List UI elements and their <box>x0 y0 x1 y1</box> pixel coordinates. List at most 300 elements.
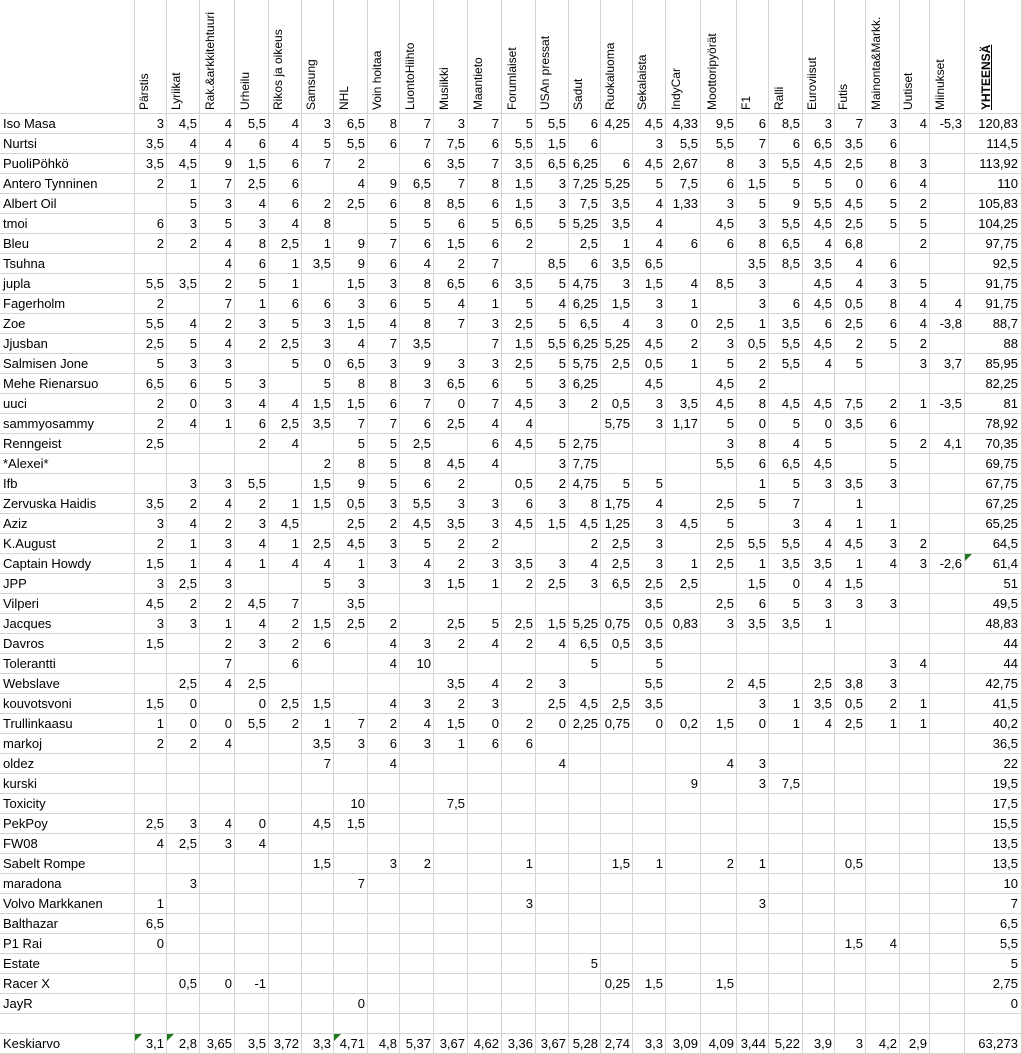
data-cell[interactable] <box>368 154 400 174</box>
data-cell[interactable]: 6 <box>269 654 302 674</box>
data-cell[interactable] <box>200 694 235 714</box>
data-cell[interactable]: 5 <box>502 114 536 134</box>
data-cell[interactable] <box>633 934 666 954</box>
data-cell[interactable]: 1 <box>269 494 302 514</box>
data-cell[interactable] <box>235 894 269 914</box>
data-cell[interactable]: 3,5 <box>302 254 334 274</box>
data-cell[interactable]: 4 <box>900 654 930 674</box>
row-name-cell[interactable]: Fagerholm <box>0 294 135 314</box>
data-cell[interactable]: 6 <box>569 254 601 274</box>
data-cell[interactable]: 4 <box>866 554 900 574</box>
data-cell[interactable]: 3,5 <box>135 134 167 154</box>
data-cell[interactable]: 1 <box>633 854 666 874</box>
data-cell[interactable]: 4,5 <box>400 514 434 534</box>
data-cell[interactable] <box>930 914 965 934</box>
data-cell[interactable]: 3 <box>633 294 666 314</box>
data-cell[interactable]: 5,5 <box>502 134 536 154</box>
data-cell[interactable] <box>200 854 235 874</box>
data-cell[interactable] <box>930 514 965 534</box>
data-cell[interactable] <box>900 734 930 754</box>
data-cell[interactable]: 5,75 <box>601 414 633 434</box>
data-cell[interactable]: 0 <box>633 714 666 734</box>
data-cell[interactable]: 3,5 <box>434 154 468 174</box>
total-cell[interactable]: 91,75 <box>965 294 1022 314</box>
data-cell[interactable]: 0 <box>167 394 200 414</box>
data-cell[interactable] <box>769 914 803 934</box>
data-cell[interactable]: 2 <box>502 574 536 594</box>
total-cell[interactable]: 10 <box>965 874 1022 894</box>
data-cell[interactable]: 8 <box>737 234 769 254</box>
data-cell[interactable] <box>866 834 900 854</box>
data-cell[interactable]: 1 <box>334 554 368 574</box>
empty-cell[interactable] <box>569 1014 601 1034</box>
data-cell[interactable] <box>400 974 434 994</box>
data-cell[interactable]: 4 <box>167 514 200 534</box>
data-cell[interactable]: 2,5 <box>666 574 701 594</box>
data-cell[interactable] <box>502 594 536 614</box>
data-cell[interactable]: 2 <box>167 234 200 254</box>
data-cell[interactable]: 3 <box>368 854 400 874</box>
data-cell[interactable]: 4 <box>235 394 269 414</box>
data-cell[interactable] <box>803 634 835 654</box>
total-cell[interactable]: 113,92 <box>965 154 1022 174</box>
data-cell[interactable] <box>666 934 701 954</box>
average-cell[interactable]: 5,28 <box>569 1034 601 1054</box>
data-cell[interactable]: 2,5 <box>835 714 866 734</box>
data-cell[interactable] <box>536 834 569 854</box>
data-cell[interactable]: 5,25 <box>601 174 633 194</box>
column-header[interactable] <box>269 0 302 114</box>
data-cell[interactable]: 1,5 <box>334 314 368 334</box>
data-cell[interactable]: 9 <box>200 154 235 174</box>
data-cell[interactable]: 3,5 <box>302 414 334 434</box>
empty-cell[interactable] <box>633 1014 666 1034</box>
data-cell[interactable] <box>930 274 965 294</box>
data-cell[interactable] <box>468 834 502 854</box>
data-cell[interactable] <box>167 634 200 654</box>
data-cell[interactable]: 1 <box>200 414 235 434</box>
data-cell[interactable]: 1 <box>302 234 334 254</box>
data-cell[interactable]: 2 <box>135 534 167 554</box>
data-cell[interactable]: 6 <box>269 174 302 194</box>
row-name-cell[interactable]: Bleu <box>0 234 135 254</box>
data-cell[interactable] <box>269 474 302 494</box>
data-cell[interactable]: 3 <box>135 574 167 594</box>
data-cell[interactable] <box>769 674 803 694</box>
data-cell[interactable] <box>666 734 701 754</box>
data-cell[interactable]: 0 <box>737 414 769 434</box>
data-cell[interactable]: 3 <box>536 174 569 194</box>
data-cell[interactable]: 1,5 <box>502 174 536 194</box>
data-cell[interactable] <box>400 814 434 834</box>
data-cell[interactable] <box>866 574 900 594</box>
data-cell[interactable]: 4 <box>666 274 701 294</box>
data-cell[interactable] <box>900 474 930 494</box>
data-cell[interactable]: 3 <box>803 594 835 614</box>
data-cell[interactable]: 4,5 <box>135 594 167 614</box>
data-cell[interactable]: 0 <box>200 714 235 734</box>
data-cell[interactable]: 3,5 <box>502 554 536 574</box>
data-cell[interactable] <box>737 934 769 954</box>
data-cell[interactable]: 4 <box>167 314 200 334</box>
data-cell[interactable]: 4,25 <box>601 114 633 134</box>
data-cell[interactable] <box>601 374 633 394</box>
data-cell[interactable] <box>769 954 803 974</box>
data-cell[interactable] <box>468 774 502 794</box>
data-cell[interactable] <box>569 914 601 934</box>
data-cell[interactable]: 2,5 <box>269 694 302 714</box>
row-name-cell[interactable]: FW08 <box>0 834 135 854</box>
data-cell[interactable]: 2,5 <box>601 694 633 714</box>
data-cell[interactable]: 3 <box>167 814 200 834</box>
total-cell[interactable]: 69,75 <box>965 454 1022 474</box>
total-cell[interactable]: 49,5 <box>965 594 1022 614</box>
data-cell[interactable]: 6 <box>701 174 737 194</box>
data-cell[interactable] <box>368 994 400 1014</box>
data-cell[interactable]: 2 <box>502 634 536 654</box>
data-cell[interactable]: 3 <box>167 614 200 634</box>
data-cell[interactable]: 3 <box>135 614 167 634</box>
data-cell[interactable]: -1 <box>235 974 269 994</box>
data-cell[interactable]: 0 <box>434 394 468 414</box>
data-cell[interactable] <box>900 794 930 814</box>
data-cell[interactable]: 2 <box>167 594 200 614</box>
data-cell[interactable]: 0,5 <box>835 294 866 314</box>
data-cell[interactable]: 7 <box>468 154 502 174</box>
data-cell[interactable]: 5 <box>536 314 569 334</box>
data-cell[interactable] <box>701 894 737 914</box>
data-cell[interactable]: 3 <box>468 494 502 514</box>
data-cell[interactable] <box>900 614 930 634</box>
data-cell[interactable]: 3 <box>502 894 536 914</box>
data-cell[interactable] <box>536 954 569 974</box>
data-cell[interactable]: 5 <box>900 214 930 234</box>
data-cell[interactable]: 6 <box>769 134 803 154</box>
data-cell[interactable]: 4,5 <box>502 514 536 534</box>
data-cell[interactable] <box>235 734 269 754</box>
data-cell[interactable]: 6,5 <box>434 374 468 394</box>
data-cell[interactable] <box>866 774 900 794</box>
data-cell[interactable] <box>835 454 866 474</box>
data-cell[interactable] <box>536 994 569 1014</box>
data-cell[interactable]: 2 <box>900 534 930 554</box>
data-cell[interactable] <box>302 834 334 854</box>
data-cell[interactable] <box>434 814 468 834</box>
data-cell[interactable]: 1,75 <box>601 494 633 514</box>
total-cell[interactable]: 48,83 <box>965 614 1022 634</box>
data-cell[interactable] <box>701 834 737 854</box>
data-cell[interactable]: 3 <box>536 494 569 514</box>
data-cell[interactable]: 3 <box>235 374 269 394</box>
data-cell[interactable]: 5 <box>866 434 900 454</box>
data-cell[interactable]: 1 <box>900 694 930 714</box>
data-cell[interactable]: 5 <box>502 374 536 394</box>
data-cell[interactable]: 7 <box>468 394 502 414</box>
data-cell[interactable]: 4,5 <box>334 534 368 554</box>
data-cell[interactable]: 9 <box>666 774 701 794</box>
column-header[interactable] <box>803 0 835 114</box>
data-cell[interactable] <box>930 154 965 174</box>
data-cell[interactable]: 4 <box>167 414 200 434</box>
data-cell[interactable]: 3 <box>235 214 269 234</box>
data-cell[interactable]: 5,5 <box>769 334 803 354</box>
data-cell[interactable]: 3 <box>400 634 434 654</box>
data-cell[interactable]: 3 <box>536 194 569 214</box>
data-cell[interactable] <box>666 454 701 474</box>
data-cell[interactable] <box>400 954 434 974</box>
data-cell[interactable] <box>569 734 601 754</box>
data-cell[interactable] <box>302 434 334 454</box>
data-cell[interactable] <box>601 814 633 834</box>
data-cell[interactable]: 4 <box>235 834 269 854</box>
data-cell[interactable] <box>835 734 866 754</box>
data-cell[interactable]: 1,5 <box>835 574 866 594</box>
data-cell[interactable] <box>866 894 900 914</box>
data-cell[interactable] <box>434 854 468 874</box>
data-cell[interactable]: 1,5 <box>302 394 334 414</box>
data-cell[interactable]: 5 <box>601 474 633 494</box>
data-cell[interactable]: 2,5 <box>269 334 302 354</box>
data-cell[interactable] <box>502 834 536 854</box>
data-cell[interactable]: 4,5 <box>633 374 666 394</box>
data-cell[interactable] <box>502 654 536 674</box>
data-cell[interactable] <box>269 994 302 1014</box>
data-cell[interactable]: 6 <box>468 194 502 214</box>
data-cell[interactable]: 2 <box>200 274 235 294</box>
data-cell[interactable] <box>666 534 701 554</box>
data-cell[interactable] <box>434 994 468 1014</box>
row-name-cell[interactable]: sammyosammy <box>0 414 135 434</box>
empty-cell[interactable] <box>269 1014 302 1034</box>
data-cell[interactable] <box>536 794 569 814</box>
average-cell[interactable]: 3,09 <box>666 1034 701 1054</box>
row-name-cell[interactable]: Captain Howdy <box>0 554 135 574</box>
data-cell[interactable]: 6 <box>769 294 803 314</box>
data-cell[interactable] <box>368 794 400 814</box>
data-cell[interactable]: 4,1 <box>930 434 965 454</box>
data-cell[interactable]: 4 <box>167 134 200 154</box>
data-cell[interactable]: 5 <box>701 354 737 374</box>
total-cell[interactable]: 40,2 <box>965 714 1022 734</box>
data-cell[interactable]: 4,75 <box>569 274 601 294</box>
data-cell[interactable]: 3 <box>302 114 334 134</box>
data-cell[interactable]: 7 <box>737 134 769 154</box>
data-cell[interactable] <box>900 634 930 654</box>
column-header-total[interactable] <box>965 0 1022 114</box>
data-cell[interactable] <box>302 894 334 914</box>
data-cell[interactable]: 4,5 <box>701 214 737 234</box>
data-cell[interactable]: 2,5 <box>135 434 167 454</box>
data-cell[interactable] <box>569 414 601 434</box>
data-cell[interactable] <box>368 674 400 694</box>
data-cell[interactable]: 5,5 <box>769 534 803 554</box>
data-cell[interactable]: 1,5 <box>633 974 666 994</box>
data-cell[interactable]: 6 <box>400 234 434 254</box>
data-cell[interactable]: 8 <box>701 154 737 174</box>
data-cell[interactable]: 6,5 <box>135 374 167 394</box>
data-cell[interactable]: 5 <box>835 354 866 374</box>
data-cell[interactable] <box>167 294 200 314</box>
total-cell[interactable]: 22 <box>965 754 1022 774</box>
data-cell[interactable] <box>701 294 737 314</box>
data-cell[interactable]: 2,5 <box>701 494 737 514</box>
data-cell[interactable] <box>167 434 200 454</box>
data-cell[interactable] <box>835 634 866 654</box>
data-cell[interactable] <box>167 454 200 474</box>
data-cell[interactable]: 0 <box>235 814 269 834</box>
data-cell[interactable] <box>167 894 200 914</box>
data-cell[interactable] <box>167 254 200 274</box>
data-cell[interactable]: 1,33 <box>666 194 701 214</box>
data-cell[interactable] <box>769 974 803 994</box>
data-cell[interactable]: 3 <box>701 334 737 354</box>
data-cell[interactable]: 4 <box>269 114 302 134</box>
data-cell[interactable] <box>666 654 701 674</box>
data-cell[interactable] <box>930 714 965 734</box>
data-cell[interactable]: 4,5 <box>434 454 468 474</box>
data-cell[interactable] <box>866 614 900 634</box>
empty-cell[interactable] <box>769 1014 803 1034</box>
data-cell[interactable]: 2,5 <box>601 554 633 574</box>
data-cell[interactable] <box>601 594 633 614</box>
average-cell[interactable]: 3,3 <box>633 1034 666 1054</box>
data-cell[interactable]: 3 <box>900 554 930 574</box>
data-cell[interactable]: 6,5 <box>803 134 835 154</box>
data-cell[interactable]: 3 <box>701 614 737 634</box>
data-cell[interactable] <box>803 734 835 754</box>
column-header[interactable] <box>569 0 601 114</box>
empty-cell[interactable] <box>200 1014 235 1034</box>
data-cell[interactable]: 2 <box>737 354 769 374</box>
data-cell[interactable]: 6,25 <box>569 374 601 394</box>
data-cell[interactable] <box>502 794 536 814</box>
data-cell[interactable]: 4 <box>803 714 835 734</box>
data-cell[interactable]: 8,5 <box>769 254 803 274</box>
data-cell[interactable]: 3,5 <box>737 614 769 634</box>
data-cell[interactable]: 5,5 <box>235 114 269 134</box>
data-cell[interactable] <box>569 854 601 874</box>
data-cell[interactable]: 3 <box>200 394 235 414</box>
data-cell[interactable]: 6,5 <box>502 214 536 234</box>
data-cell[interactable]: 2,67 <box>666 154 701 174</box>
data-cell[interactable]: 3 <box>368 554 400 574</box>
data-cell[interactable]: 2 <box>701 854 737 874</box>
data-cell[interactable]: 3 <box>468 354 502 374</box>
data-cell[interactable]: 9 <box>334 234 368 254</box>
average-cell[interactable]: 4,8 <box>368 1034 400 1054</box>
empty-cell[interactable] <box>334 1014 368 1034</box>
data-cell[interactable] <box>737 654 769 674</box>
data-cell[interactable]: 5 <box>866 214 900 234</box>
data-cell[interactable] <box>633 754 666 774</box>
data-cell[interactable]: 1,5 <box>334 274 368 294</box>
empty-cell[interactable] <box>400 1014 434 1034</box>
data-cell[interactable] <box>368 974 400 994</box>
data-cell[interactable]: 5 <box>167 334 200 354</box>
data-cell[interactable] <box>737 734 769 754</box>
data-cell[interactable] <box>769 894 803 914</box>
average-cell[interactable]: 4,09 <box>701 1034 737 1054</box>
data-cell[interactable]: 0,83 <box>666 614 701 634</box>
data-cell[interactable] <box>633 834 666 854</box>
data-cell[interactable] <box>302 174 334 194</box>
column-header[interactable] <box>866 0 900 114</box>
data-cell[interactable]: 3 <box>737 774 769 794</box>
data-cell[interactable]: 5 <box>737 494 769 514</box>
data-cell[interactable]: 2 <box>135 734 167 754</box>
data-cell[interactable]: 3 <box>368 494 400 514</box>
data-cell[interactable] <box>930 694 965 714</box>
data-cell[interactable] <box>569 754 601 774</box>
data-cell[interactable] <box>536 534 569 554</box>
column-header[interactable] <box>135 0 167 114</box>
data-cell[interactable]: 3 <box>536 674 569 694</box>
average-cell[interactable]: 3,44 <box>737 1034 769 1054</box>
data-cell[interactable]: 6,5 <box>601 574 633 594</box>
data-cell[interactable]: 6 <box>569 134 601 154</box>
data-cell[interactable]: 4,5 <box>235 594 269 614</box>
data-cell[interactable]: 8 <box>866 154 900 174</box>
data-cell[interactable]: 6 <box>400 414 434 434</box>
empty-cell[interactable] <box>167 1014 200 1034</box>
data-cell[interactable] <box>468 954 502 974</box>
data-cell[interactable] <box>200 774 235 794</box>
column-header[interactable] <box>302 0 334 114</box>
data-cell[interactable] <box>334 914 368 934</box>
data-cell[interactable]: 7,25 <box>569 174 601 194</box>
data-cell[interactable]: 5 <box>368 434 400 454</box>
data-cell[interactable]: 6,5 <box>633 254 666 274</box>
data-cell[interactable] <box>167 994 200 1014</box>
data-cell[interactable] <box>269 774 302 794</box>
empty-cell[interactable] <box>900 1014 930 1034</box>
data-cell[interactable] <box>866 374 900 394</box>
data-cell[interactable]: 7 <box>434 314 468 334</box>
data-cell[interactable] <box>334 954 368 974</box>
data-cell[interactable] <box>167 774 200 794</box>
data-cell[interactable]: 4 <box>633 194 666 214</box>
data-cell[interactable]: 4 <box>536 294 569 314</box>
data-cell[interactable]: 2 <box>900 234 930 254</box>
data-cell[interactable]: 1,5 <box>434 234 468 254</box>
data-cell[interactable] <box>803 914 835 934</box>
data-cell[interactable] <box>930 174 965 194</box>
data-cell[interactable]: 5 <box>536 214 569 234</box>
row-name-cell[interactable]: Webslave <box>0 674 135 694</box>
data-cell[interactable] <box>368 594 400 614</box>
data-cell[interactable]: 5 <box>302 134 334 154</box>
data-cell[interactable]: 2 <box>502 714 536 734</box>
row-name-cell[interactable]: Sabelt Rompe <box>0 854 135 874</box>
data-cell[interactable]: 6 <box>737 594 769 614</box>
data-cell[interactable] <box>269 454 302 474</box>
data-cell[interactable]: 5 <box>803 434 835 454</box>
data-cell[interactable] <box>468 794 502 814</box>
column-header[interactable] <box>400 0 434 114</box>
data-cell[interactable]: 3 <box>633 514 666 534</box>
data-cell[interactable] <box>666 374 701 394</box>
data-cell[interactable] <box>737 794 769 814</box>
empty-cell[interactable] <box>302 1014 334 1034</box>
data-cell[interactable]: 7 <box>434 174 468 194</box>
data-cell[interactable]: 3 <box>200 194 235 214</box>
data-cell[interactable]: 7,5 <box>434 134 468 154</box>
data-cell[interactable]: 3,5 <box>135 494 167 514</box>
data-cell[interactable]: 0 <box>135 934 167 954</box>
data-cell[interactable]: 1 <box>737 474 769 494</box>
data-cell[interactable]: 1,17 <box>666 414 701 434</box>
data-cell[interactable]: 8,5 <box>701 274 737 294</box>
